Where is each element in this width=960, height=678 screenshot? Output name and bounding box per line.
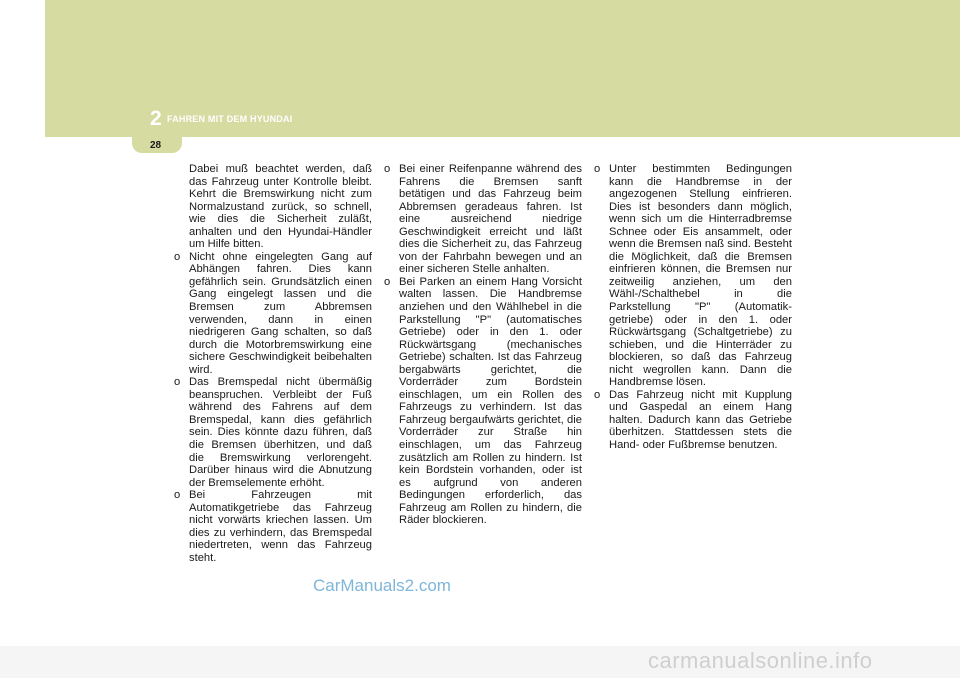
list-item-text: Unter bestimmten Bedingungen kann die Handbremse in der angezogenen Stellung einfrieren. Dies ist besonders dann möglich, wenn sich um die Hinterradbremse Schnee oder Eis ansammelt, oder wenn die Bremsen naß sind. Besteht die Möglichkeit, daß die Bremsen einfrieren können, die Bremsen nur zeitweilig anziehen, um den Wähl-/Schalthebel in die Parkstellung "P" (Automatik-getriebe) oder in den 1. oder Rückwärtsgang (Schaltgetriebe) zu schieben, und die Hinterräder zu blockieren, so daß das Fahrzeug nicht wegrollen kann. Dann die Handbremse lösen. [609, 163, 792, 389]
page-number: 28 [150, 140, 162, 151]
bullet-marker: o [384, 163, 391, 175]
list-item [594, 163, 792, 389]
bullet-marker: o [384, 275, 391, 288]
text-column-1 [174, 163, 372, 565]
list-item-text: Das Fahrzeug nicht mit Kupplung und Gaspedal an einem Hang halten. Dadurch kann das Getriebe überhitzen. Stattdessen stets die Hand- oder Fußbremse benutzen. [609, 388, 792, 452]
text-column-3 [594, 163, 792, 452]
list-item [384, 163, 582, 276]
list-item [594, 389, 792, 452]
bullet-marker: o [594, 388, 601, 401]
list-item-text: Bei Parken an einem Hang Vorsicht walten lassen. Die Handbremse anziehen und den Wählhebel in die Parkstellung "P" (automatisches Getriebe) oder in den 1. oder Rückwärtsgang (mechanisches Getriebe) schalten. Ist das Fahrzeug bergabwärts gerichtet, die Vorderräder zum Bordstein einschlagen, um ein Rollen des Fahrzeugs zu verhindern. Ist das Fahrzeug bergaufwärts gerichtet, die Vorderräder zur Straße hin einschlagen, um das Fahrzeug zusätzlich am Rollen zu hindern. Ist kein Bordstein vorhanden, oder ist es aufgrund von anderen Bedingungen erforderlich, das Fahrzeug am Rollen zu hindern, die Räder blockieren. [399, 275, 582, 527]
bullet-marker: o [594, 163, 601, 175]
column-intro-text: Dabei muß beachtet werden, daß das Fahrzeug unter Kontrolle bleibt. Kehrt die Bremswirkung nicht zum Normalzustand zurück, so schnell, wie dies die Sicherheit zuläßt, anhalten und den Hyundai-Händler um Hilfe bitten. [189, 163, 372, 251]
list-item-text: Bei einer Reifenpanne während des Fahrens die Bremsen sanft betätigen und das Fahrzeug beim Abbremsen geradeaus fahren. Ist eine ausreichend niedrige Geschwindigkeit erreicht und läßt dies die Sicherheit zu, das Fahrzeug von der Fahrbahn bewegen und an einer sicheren Stelle anhalten. [399, 163, 582, 276]
list-item [384, 276, 582, 527]
list-item-text: Nicht ohne eingelegten Gang auf Abhängen fahren. Dies kann gefährlich sein. Grundsätzlich einen Gang eingelegt lassen und die Bremsen zum Abbremsen verwenden, dann in einen niedrigeren Gang schalten, so daß durch die Motorbremswirkung eine sichere Geschwindigkeit beibehalten wird. [189, 250, 372, 376]
chapter-number: 2 [150, 107, 162, 130]
bullet-marker: o [174, 376, 181, 389]
bullet-marker: o [174, 250, 181, 263]
watermark-carmanuals2[interactable]: CarManuals2.com [313, 576, 451, 595]
text-column-2 [384, 163, 582, 527]
list-item [174, 489, 372, 564]
watermark-carmanualsonline[interactable]: carmanualsonline.info [648, 648, 873, 673]
chapter-title: FAHREN MIT DEM HYUNDAI [167, 114, 293, 124]
list-item-text: Das Bremspedal nicht übermäßig beanspruchen. Verbleibt der Fuß während des Fahrens auf dem Bremspedal, kann dies gefährlich sein. Dies könnte dazu führen, daß die Bremsen überhitzen, und daß die Bremswirkung verlorengeht. Darüber hinaus wird die Abnutzung der Bremselemente erhöht. [189, 376, 372, 489]
list-item-text: Bei Fahrzeugen mit Automatikgetriebe das Fahrzeug nicht vorwärts kriechen lassen. Um dies zu verhindern, das Bremspedal niedertreten, wenn das Fahrzeug steht. [189, 489, 372, 564]
bullet-marker: o [174, 489, 181, 502]
list-item [174, 376, 372, 489]
list-item [174, 251, 372, 376]
